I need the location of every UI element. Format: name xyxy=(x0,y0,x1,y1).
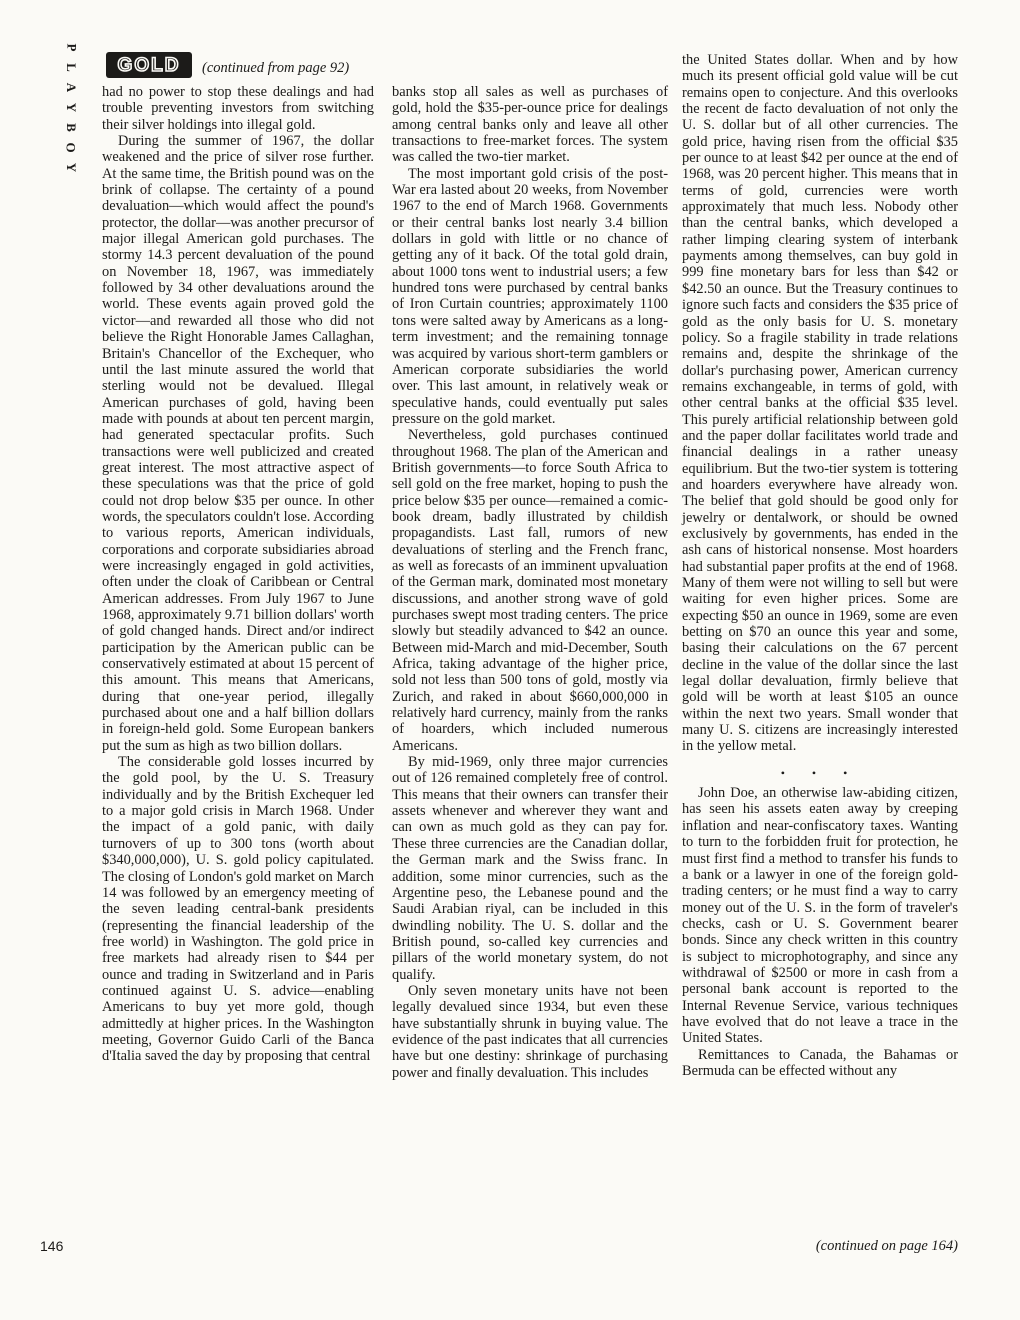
paragraph: Only seven monetary units have not been legally devalued since 1934, but even these have substantially shrunk in buying value. The evidence of the past indicates that all currencies have but one destiny: shrinkage of purchasing power and finally devaluation. This includes xyxy=(392,982,668,1081)
continued-from-note: (continued from page 92) xyxy=(202,60,350,76)
paragraph: During the summer of 1967, the dollar weakened and the price of silver rose further. At the same time, the British pound was on the brink of collapse. The certainty of a pound devaluation—which would affect the pound's protector, the dollar—was another precursor of major illegal American gold purchases. The stormy 14.3 percent devaluation of the pound on November 18, 1967, was immediately followed by 34 other devaluations around the world. These events again proved gold the victor—and rewarded all those who did not believe the Right Honorable James Callaghan, Britain's Chancellor of the Exchequer, who until the last minute assured the world that sterling would not be devalued. Illegal American purchases of gold, having been made with pounds at about ten percent margin, had generated spectacular profits. Such transactions were well publicized and created great interest. The most attractive aspect of these speculations was that the price of gold could not drop below $35 per ounce. In other words, the speculators couldn't lose. According to various reports, American individuals, corporations and corporate subsidiaries abroad were increasingly engaged in gold activities, often under the cloak of Caribbean or Central American addresses. From July 1967 to June 1968, approximately 9.71 billion dollars' worth of gold changed hands. Direct and/or indirect participation by the American public can be conservatively estimated at about 15 percent of this amount. This means that Americans, during that one-year period, illegally purchased about one and a half billion dollars in foreign-held gold. Some European bankers put the sum as high as two billion dollars. xyxy=(102,133,374,754)
magazine-name-letter: A xyxy=(63,82,79,94)
magazine-name-letter: Y xyxy=(63,102,79,114)
gold-logo-graphic xyxy=(106,52,192,78)
gold-logo-text: GOLD xyxy=(117,55,181,76)
magazine-name-letter: Y xyxy=(63,162,79,174)
magazine-name-letter: P xyxy=(63,43,79,53)
paragraph: Nevertheless, gold purchases continued throughout 1968. The plan of the American and British governments—to force South Africa to sell gold on the free market, hoping to push the price below $35 per ounce—remained a comic-book dream, badly illustrated by childish propagandists. Last fall, rumors of new devaluations of sterling and the French franc, as well as forecasts of an imminent upvaluation of the German mark, dominated most monetary discussions, and another strong wave of gold purchases swept most trading centers. The price slowly but steadily advanced to $42 an ounce. Between mid-March and mid-December, South Africa, taking advantage of the higher price, sold not less than 500 tons of gold, mostly via Zurich, and raked in about $660,000,000 in relatively hard currency, mainly from the ranks of hoarders, which included numerous Americans. xyxy=(392,427,668,754)
article-column-2 xyxy=(392,84,668,1081)
paragraph: Remittances to Canada, the Bahamas or Bermuda can be effected without any xyxy=(682,1046,958,1079)
section-break: • • • xyxy=(780,765,860,780)
gold-logo xyxy=(106,52,192,78)
magazine-name-vertical xyxy=(62,38,80,178)
paragraph: the United States dollar. When and by how much its present official gold value will be cut remains open to conjecture. And this overlooks the recent de facto devaluation of not only the U. S. dollar but of all other currencies. The gold price, having risen from the official $35 per ounce to at least $42 per ounce at the end of 1968, was 20 percent higher. This means that in terms of gold, currencies were worth approximately that much less. Nobody other than the central banks, which developed a rather limping clearing system of interbank payments among themselves, can buy gold in 999 fine monetary bars for less than $42 or $42.50 an ounce. But the Treasury continues to ignore such facts and considers the $35 price of gold as the only basis for U. S. monetary policy. So a fragile stability in trade relations remains and, despite the shrinkage of the dollar's purchasing power, American currency remains exchangeable, in terms of gold, with other central banks at the official $35 level. This purely artificial relationship between gold and the paper dollar facilitates world trade and financial dealings in a rather uneasy equilibrium. But the two-tier system is tottering and hoarders everywhere have already won. The belief that gold should be good only for jewelry or dentalwork, or should be owned exclusively by governments, has ended in the ash cans of historical nonsense. Most hoarders had substantial paper profits at the end of 1968. Many of them were not willing to sell but were waiting for even higher prices. Some are expecting $50 an ounce in 1969, some are even betting on $70 an ounce this year and some, basing their calculations on the 67 percent decline in the value of the dollar since the last legal dollar devaluation, firmly believe that gold will be worth at least $105 an ounce within the next two years. Small wonder that many U. S. citizens are increasingly interested in the yellow metal. xyxy=(682,52,958,755)
paragraph: had no power to stop these dealings and had trouble preventing investors from switching their silver holdings into illegal gold. xyxy=(102,84,374,133)
continued-on-note: (continued on page 164) xyxy=(815,1238,958,1254)
magazine-name-letter: L xyxy=(63,63,79,73)
paragraph: John Doe, an otherwise law-abiding citizen, has seen his assets eaten away by creeping inflation and near-confiscatory taxes. Wanting to turn to the forbidden fruit for protection, he must first find a method to transfer his funds to a bank or a lawyer in one of the foreign gold-trading centers; or he must find a way to carry money out of the U. S. in the form of traveler's checks, cash or U. S. Government bearer bonds. Since any check written in this country is subject to microphotography, and since any withdrawal of $2500 or more in cash from a personal bank account is reported to the Internal Revenue Service, various techniques have evolved that do not leave a trace in the United States. xyxy=(682,785,958,1047)
article-column-3 xyxy=(682,52,958,1079)
article-column-1 xyxy=(102,84,374,1065)
paragraph: banks stop all sales as well as purchases of gold, hold the $35-per-ounce price for dealings among central banks only and leave all other transactions to free-market forces. The system was called the two-tier market. xyxy=(392,84,668,166)
paragraph: By mid-1969, only three major currencies out of 126 remained completely free of control. This means that their owners can transfer their assets whenever and wherever they want and can own as much gold as they can pay for. These three currencies are the Canadian dollar, the German mark and the Swiss franc. In addition, some minor currencies, such as the Argentine peso, the Lebanese pound and the Saudi Arabian riyal, can be included in this dwindling nobility. The U. S. dollar and the British pound, so-called key currencies and pillars of the world monetary system, do not qualify. xyxy=(392,754,668,983)
page-number: 146 xyxy=(40,1238,64,1254)
magazine-name-letter: O xyxy=(64,142,79,154)
paragraph: The considerable gold losses incurred by the gold pool, by the U. S. Treasury individually and by the British Exchequer led to a major gold crisis in March 1968. Under the impact of a gold panic, with daily turnovers of up to 300 tons (worth about $340,000,000), U. S. gold policy capitulated. The closing of London's gold market on March 14 was followed by an emergency meeting of the seven leading central-bank presidents (representing the financial leadership of the free world) in Washington. The gold price in free markets had already risen to $44 per ounce and trading in Switzerland and in Paris continued against U. S. advice—enabling Americans to buy yet more gold, though admittedly at higher prices. In the Washington meeting, Governor Guido Carli of the Banca d'Italia saved the day by proposing that central xyxy=(102,754,374,1065)
paragraph: The most important gold crisis of the post-War era lasted about 20 weeks, from November 1967 to the end of March 1968. Governments or their central banks lost nearly 3.4 billion dollars in gold with little or no chance of getting any of it back. Of the total gold drain, about 1000 tons went to industrial users; a few hundred tons were purchased by central banks of Iron Curtain countries; approximately 1100 tons were salted away by Americans as a long-term investment; and the remaining tonnage was acquired by various short-term gamblers or American corporate subsidiaries the world over. This last amount, in relatively weak or speculative hands, could eventually put sales pressure on the gold market. xyxy=(392,165,668,427)
magazine-name-letter: B xyxy=(63,123,79,133)
